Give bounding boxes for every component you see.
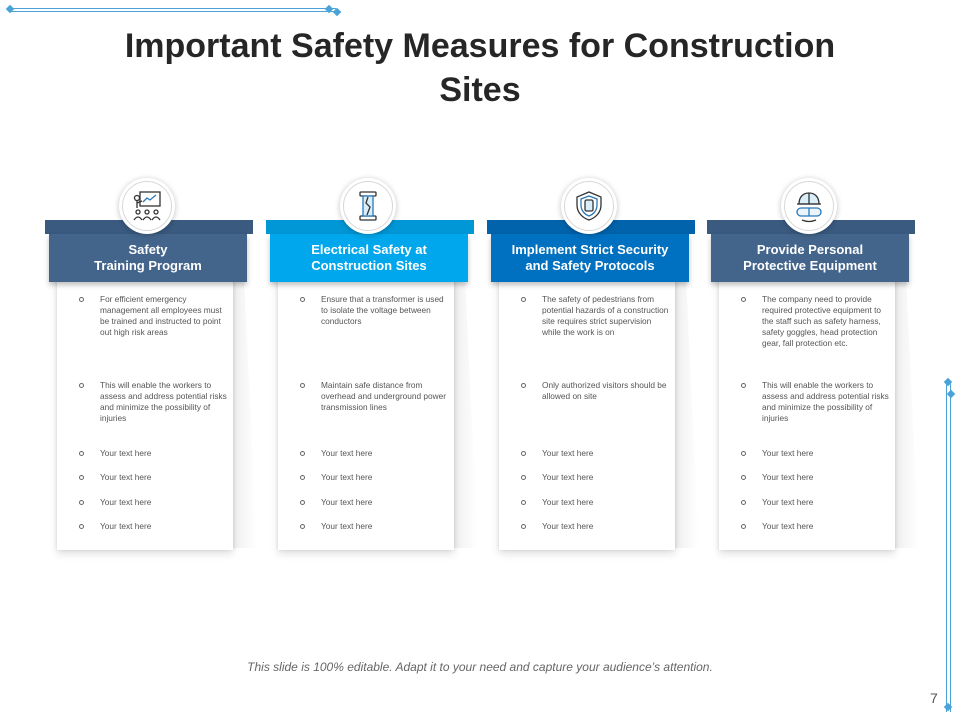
- list-item: Your text here: [521, 448, 671, 459]
- slide-title: Important Safety Measures for Construction Sites: [124, 27, 836, 109]
- list-item: Your text here: [521, 521, 671, 532]
- column-heading: Provide Personal Protective Equipment: [711, 234, 909, 282]
- list-item: Your text here: [300, 448, 450, 459]
- list-item: Maintain safe distance from overhead and underground power transmission lines: [300, 380, 450, 413]
- column-protective-equipment: [707, 178, 915, 558]
- list-item: Your text here: [79, 448, 229, 459]
- list-item: Your text here: [521, 497, 671, 508]
- right-decorative-line: [946, 382, 950, 712]
- list-item: Your text here: [741, 521, 891, 532]
- icon-badge: [340, 178, 396, 234]
- list-item: Your text here: [79, 521, 229, 532]
- column-security-protocols: [487, 178, 695, 558]
- list-item: Ensure that a transformer is used to isolate the voltage between conductors: [300, 294, 450, 327]
- list-item: This will enable the workers to assess and address potential risks and minimize the possibility of injuries: [79, 380, 229, 424]
- security-shield-icon: [572, 189, 606, 223]
- column-electrical-safety: [266, 178, 474, 558]
- footer-note: This slide is 100% editable. Adapt it to your need and capture your audience’s attention.: [247, 660, 713, 674]
- list-item: Your text here: [521, 472, 671, 483]
- list-item: For efficient emergency management all employees must be trained and instructed to point out high risk areas: [79, 294, 229, 338]
- fuse-icon: [351, 189, 385, 223]
- training-presentation-icon: [130, 189, 164, 223]
- list-item: Your text here: [79, 497, 229, 508]
- column-heading: Safety Training Program: [49, 234, 247, 282]
- column-safety-training: [45, 178, 253, 558]
- list-item: Your text here: [300, 497, 450, 508]
- top-decorative-line: [10, 8, 336, 10]
- column-heading: Implement Strict Security and Safety Protocols: [491, 234, 689, 282]
- list-item: This will enable the workers to assess and address potential risks and minimize the possibility of injuries: [741, 380, 891, 424]
- page-number: 7: [930, 690, 938, 706]
- hardhat-goggles-icon: [792, 189, 826, 223]
- list-item: Only authorized visitors should be allowed on site: [521, 380, 671, 402]
- list-item: Your text here: [741, 497, 891, 508]
- list-item: The safety of pedestrians from potential hazards of a construction site requires strict supervision while the work is on: [521, 294, 671, 338]
- icon-badge: [119, 178, 175, 234]
- list-item: Your text here: [300, 521, 450, 532]
- icon-badge: [781, 178, 837, 234]
- list-item: Your text here: [300, 472, 450, 483]
- column-heading: Electrical Safety at Construction Sites: [270, 234, 468, 282]
- list-item: Your text here: [741, 472, 891, 483]
- list-item: Your text here: [79, 472, 229, 483]
- list-item: Your text here: [741, 448, 891, 459]
- list-item: The company need to provide required protective equipment to the staff such as safety harness, safety goggles, head protection gear, fall protection etc.: [741, 294, 891, 349]
- icon-badge: [561, 178, 617, 234]
